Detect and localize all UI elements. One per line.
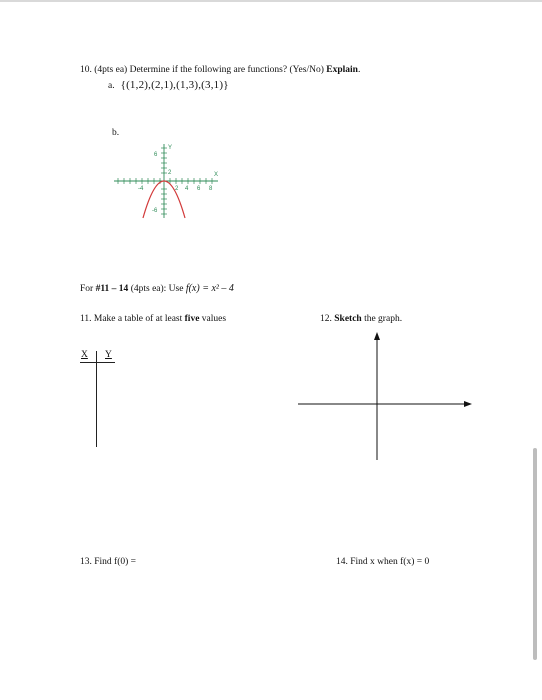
sketch-x-arrow: [464, 401, 472, 407]
question-10: [80, 64, 360, 76]
question-11-text: 11. Make a table of at least: [80, 314, 185, 324]
table-divider: [96, 351, 97, 447]
question-11: [80, 313, 226, 325]
graph-label-y-axis: Y: [168, 145, 173, 151]
instructions-middle: (4pts ea): Use: [128, 284, 186, 294]
table-header-x: X: [81, 350, 88, 360]
question-10b-graph: [110, 140, 230, 222]
function-definition: f(x) = x² – 4: [185, 283, 234, 294]
graph-label-x8: 8: [209, 186, 213, 192]
graph-label-y6: 6: [154, 152, 158, 158]
question-10b-label: b.: [112, 128, 120, 138]
question-10a-set: {(1,2),(2,1),(1,3),(3,1)}: [120, 79, 229, 91]
question-11-suffix: values: [199, 314, 227, 324]
top-divider: [0, 0, 542, 2]
question-12-number: 12.: [320, 314, 335, 324]
question-11-five: five: [184, 314, 200, 324]
question-10a: [108, 79, 229, 92]
sketch-y-arrow: [374, 332, 380, 340]
question-10-period: .: [357, 65, 361, 75]
graph-label-x-axis: X: [214, 172, 219, 178]
instructions-prefix: For: [80, 284, 96, 294]
graph-label-y2: 2: [168, 170, 172, 176]
question-14: 14. Find x when f(x) = 0: [336, 557, 430, 567]
question-10-explain: Explain: [326, 65, 358, 75]
scrollbar[interactable]: [533, 448, 537, 660]
instructions-11-14: [80, 283, 234, 295]
graph-label-yneg6: -6: [152, 208, 158, 214]
question-13: 13. Find f(0) =: [80, 557, 137, 567]
table-header-y: Y: [105, 350, 112, 360]
graph-label-x4: 4: [185, 186, 189, 192]
question-12-sketch: Sketch: [334, 314, 362, 324]
graph-label-x2: 2: [175, 186, 179, 192]
instructions-range: #11 – 14: [95, 284, 129, 294]
table-header-underline: [80, 362, 115, 363]
sketch-axes: [292, 324, 482, 464]
graph-label-x6: 6: [197, 186, 201, 192]
question-12-suffix: the graph.: [361, 314, 403, 324]
question-10-text: 10. (4pts ea) Determine if the following are functions? (Yes/No): [80, 65, 327, 75]
question-10a-label: a.: [108, 81, 115, 91]
graph-label-xneg4: -4: [138, 186, 144, 192]
